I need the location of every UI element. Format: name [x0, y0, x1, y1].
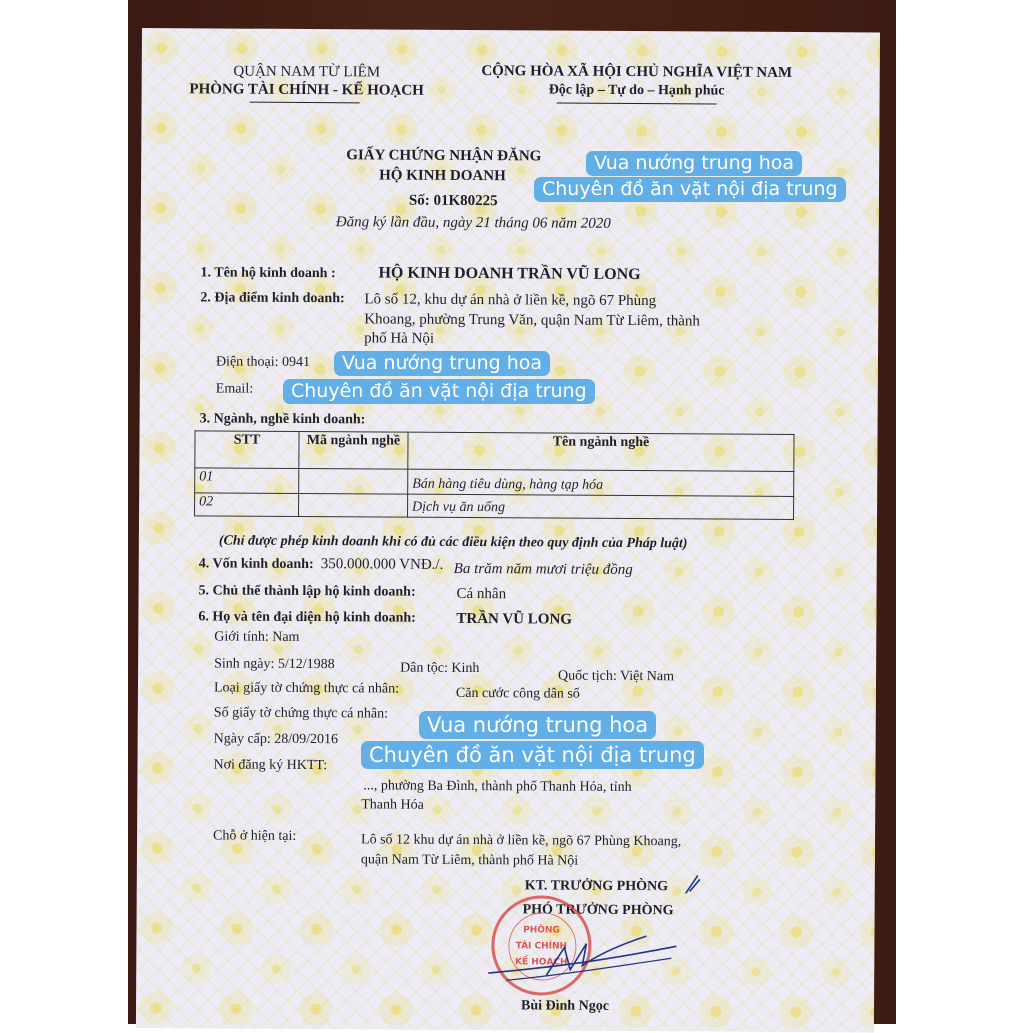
overlay-label-3-line1: Vua nướng trung hoa [419, 711, 656, 739]
header-district: QUẬN NAM TỪ LIÊM [233, 63, 381, 81]
signature-title-1: KT. TRƯỞNG PHÒNG [524, 878, 669, 895]
field-hktt-line2: Thanh Hóa [361, 797, 424, 813]
field-gender: Giới tính: Nam [214, 629, 300, 645]
field-hktt-label: Nơi đăng ký HKTT: [213, 757, 328, 774]
signature-title-2: PHÓ TRƯỞNG PHÒNG [522, 902, 674, 919]
field-nationality: Quốc tịch: Việt Nam [558, 668, 675, 685]
table-cell-stt: 01 [195, 468, 299, 494]
table-header-row [195, 431, 794, 472]
table-header-code: Mã ngành nghề [299, 431, 408, 469]
overlay-label-1-line1: Vua nướng trung hoa [586, 151, 802, 176]
field-email-label: Email: [215, 381, 254, 397]
overlay-label-2-line1: Vua nướng trung hoa [334, 351, 550, 376]
field-ethnicity: Dân tộc: Kinh [400, 660, 480, 677]
field-business-name-label: 1. Tên hộ kinh doanh : [200, 265, 336, 282]
field-owner-type-value: Cá nhân [456, 585, 507, 603]
table-cell-name: Bán hàng tiêu dùng, hàng tạp hóa [408, 469, 794, 496]
stamp-text-3: KẾ HOẠCH [514, 957, 568, 968]
table-cell-code [299, 493, 408, 517]
field-representative-value: TRẦN VŨ LONG [456, 610, 573, 628]
certificate-title: GIẤY CHỨNG NHẬN ĐĂNG [346, 147, 542, 165]
field-address-line3: phố Hà Nội [364, 330, 435, 347]
field-owner-type-label: 5. Chủ thể thành lập hộ kinh doanh: [198, 583, 416, 600]
field-capital-label: 4. Vốn kinh doanh: [198, 556, 314, 573]
header-department: PHÒNG TÀI CHÍNH - KẾ HOẠCH [189, 81, 424, 99]
field-id-type-label: Loại giấy tờ chứng thực cá nhân: [213, 680, 400, 697]
field-address-label: 2. Địa điểm kinh doanh: [200, 290, 345, 307]
field-industry-label: 3. Ngành, nghề kinh doanh: [199, 411, 366, 428]
field-phone-label: Điện thoại: 0941 [215, 354, 311, 371]
header-left-underline [250, 102, 360, 104]
certificate-number: Số: 01K80225 [408, 192, 498, 210]
table-header-name: Tên ngành nghề [408, 432, 794, 471]
stamp-text-2: TÀI CHÍNH [515, 941, 568, 952]
field-address-line2: Khoang, phường Trung Văn, quận Nam Từ Liêm, thành [364, 311, 700, 330]
field-dob: Sinh ngày: 5/12/1988 [214, 656, 335, 673]
signer-name: Bùi Đình Ngọc [520, 998, 609, 1014]
industry-table [194, 430, 795, 520]
header-right-underline [557, 103, 717, 105]
handwritten-signature-icon [486, 925, 686, 986]
table-cell-name: Dịch vụ ăn uống [408, 494, 794, 519]
stamp-text-1: PHÒNG [523, 925, 560, 936]
table-cell-stt: 02 [195, 493, 299, 517]
field-representative-label: 6. Họ và tên đại diện hộ kinh doanh: [198, 609, 416, 626]
field-current-address-line2: quận Nam Từ Liêm, thành phố Hà Nội [360, 852, 579, 869]
registration-date: Đăng ký lần đầu, ngày 21 tháng 06 năm 2020 [335, 214, 611, 232]
field-issue-date: Ngày cấp: 28/09/2016 [213, 731, 339, 748]
table-row [195, 493, 794, 520]
field-id-type-value: Căn cước công dân số [455, 685, 580, 702]
table-header-stt: STT [195, 431, 299, 469]
overlay-label-1-line2: Chuyên đồ ăn vặt nội địa trung [534, 177, 846, 202]
field-capital-value: 350.000.000 VNĐ./. [320, 556, 444, 573]
header-country: CỘNG HÒA XÃ HỘI CHỦ NGHĨA VIỆT NAM [481, 63, 793, 81]
table-cell-code [299, 468, 408, 494]
field-address-line1: Lô số 12, khu dự án nhà ở liền kề, ngõ 67 Phùng [364, 291, 657, 310]
signature-mark-icon [682, 873, 702, 895]
field-current-address-label: Chỗ ở hiện tại: [213, 828, 297, 844]
field-capital-words: Ba trăm năm mươi triệu đồng [453, 560, 633, 579]
field-id-number-label: Số giấy tờ chứng thực cá nhân: [213, 705, 389, 722]
table-row [195, 468, 794, 497]
field-current-address-line1: Lô số 12 khu dự án nhà ở liền kề, ngõ 67 Phùng Khoang, [360, 832, 682, 850]
header-motto: Độc lập – Tự do – Hạnh phúc [548, 82, 725, 99]
field-business-name-value: HỘ KINH DOANH TRẦN VŨ LONG [378, 264, 641, 284]
legal-note: (Chỉ được phép kinh doanh khi có đủ các điều kiện theo quy định của Pháp luật) [218, 533, 688, 552]
overlay-label-3-line2: Chuyên đồ ăn vặt nội địa trung [361, 741, 704, 769]
field-hktt-line1: ..., phường Ba Đình, thành phố Thanh Hóa, tỉnh [363, 778, 632, 796]
certificate-subtitle: HỘ KINH DOANH [379, 167, 506, 185]
overlay-label-2-line2: Chuyên đồ ăn vặt nội địa trung [283, 379, 595, 404]
